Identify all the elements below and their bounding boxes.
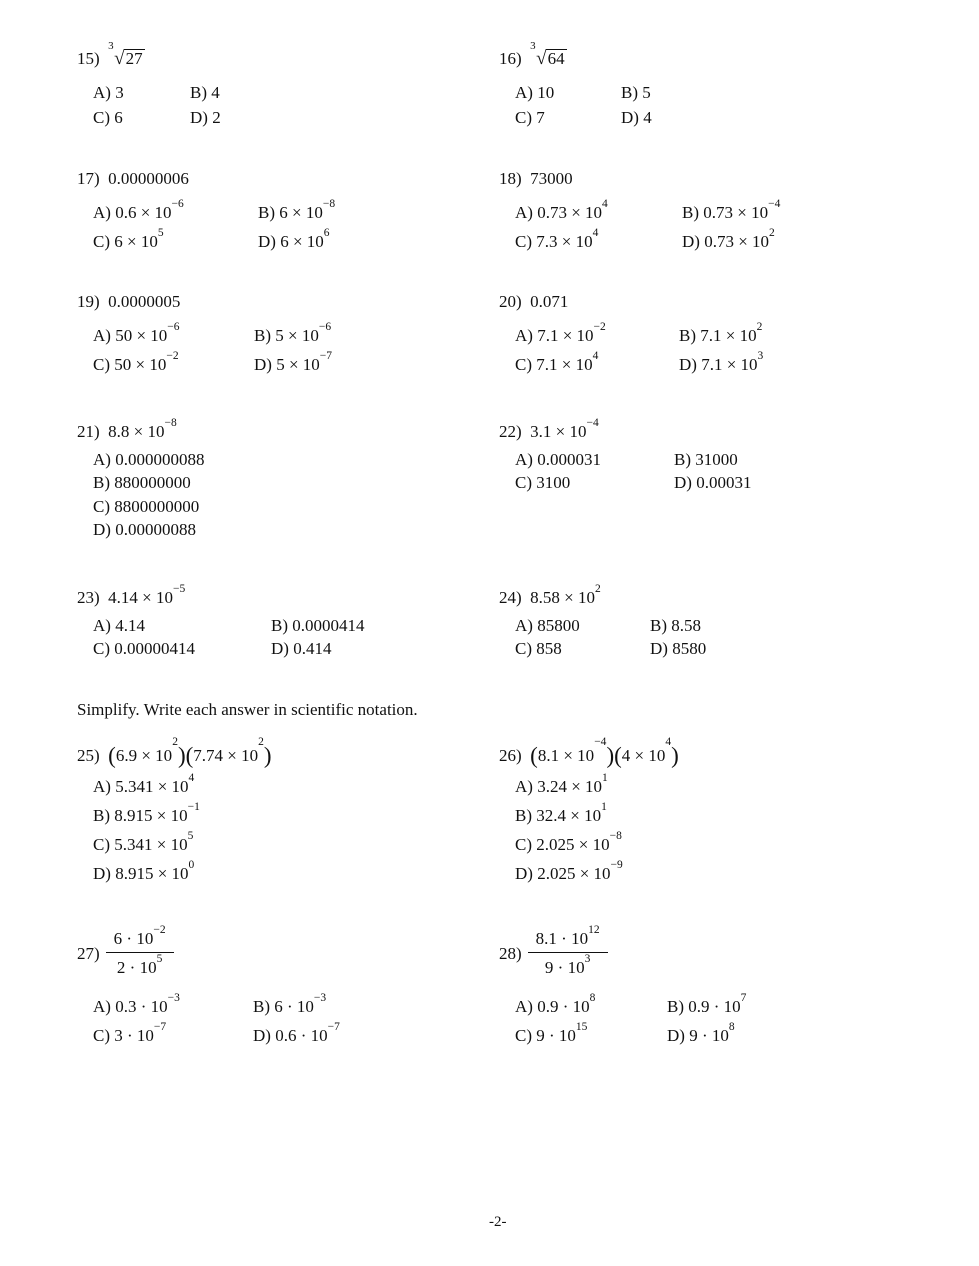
fraction — [106, 924, 174, 979]
choice-label: D) 5 × 10 — [254, 355, 320, 374]
problem-28 — [499, 924, 608, 979]
denominator-base: 2 · 10 — [116, 958, 157, 978]
choice-b[interactable]: B) 0.0000414 — [271, 616, 365, 635]
choice-a[interactable] — [515, 321, 606, 346]
choice-label: D) 6 × 10 — [258, 232, 324, 251]
exponent: 2 — [595, 583, 601, 595]
choice-a[interactable] — [515, 772, 608, 797]
choice-d[interactable] — [254, 350, 333, 375]
choice-label: D) 8.915 × 10 — [93, 864, 189, 883]
exponent: −4 — [594, 736, 607, 748]
close-paren: ) — [671, 743, 679, 768]
choice-label: B) 32.4 × 10 — [515, 806, 602, 825]
choice-label: B) 8.915 × 10 — [93, 806, 188, 825]
exponent: −7 — [319, 350, 333, 362]
choice-c[interactable] — [93, 350, 179, 375]
choice-c[interactable]: C) 3100 — [515, 473, 571, 492]
denominator-base: 9 · 10 — [544, 958, 585, 978]
exponent: −8 — [609, 830, 622, 842]
choice-a[interactable] — [93, 992, 180, 1017]
page-number: -2- — [489, 1214, 507, 1230]
choice-d[interactable]: D) 0.00000088 — [93, 520, 196, 539]
choice-c[interactable]: C) 8800000000 — [93, 497, 200, 516]
choice-c[interactable] — [515, 350, 599, 375]
problem-27 — [77, 924, 174, 979]
open-paren: ( — [108, 743, 116, 768]
choice-label: B) 6 · 10 — [253, 997, 314, 1016]
choice-a[interactable] — [93, 321, 180, 346]
exponent: 2 — [258, 736, 264, 748]
choice-label: C) 2.025 × 10 — [515, 835, 610, 854]
choice-c[interactable] — [93, 1021, 167, 1046]
close-paren: ) — [177, 743, 186, 768]
choice-label: A) 50 × 10 — [93, 326, 168, 345]
choice-label: A) 0.6 × 10 — [93, 203, 172, 222]
problem-value: 0.0000005 — [108, 292, 181, 311]
choice-label: D) 0.73 × 10 — [682, 232, 770, 251]
choice-a[interactable]: A) 85800 — [515, 616, 580, 635]
exponent: 5 — [157, 227, 164, 239]
exponent: 2 — [769, 227, 775, 239]
radical-symbol: √ — [536, 48, 547, 69]
choice-label: A) 0.73 × 10 — [515, 203, 603, 222]
cube-root — [530, 40, 566, 71]
problem-26 — [499, 736, 679, 769]
problem-number: 21) — [77, 422, 100, 441]
choice-c[interactable]: C) 858 — [515, 639, 562, 658]
exponent: 8 — [589, 992, 596, 1004]
choice-c[interactable]: C) 7 — [515, 108, 545, 127]
choice-c[interactable] — [93, 830, 194, 855]
choice-a[interactable] — [515, 992, 596, 1017]
problem-20 — [499, 291, 568, 312]
choice-c[interactable] — [93, 227, 164, 252]
problem-value: 0.071 — [530, 292, 569, 311]
choice-label: B) 6 × 10 — [258, 203, 323, 222]
denominator — [109, 953, 170, 978]
choice-c[interactable] — [515, 1021, 588, 1046]
close-paren: ) — [606, 743, 615, 768]
choice-d[interactable]: D) 0.414 — [271, 639, 332, 658]
choice-b[interactable] — [667, 992, 747, 1017]
choice-c[interactable] — [515, 830, 622, 855]
exponent: 8 — [728, 1021, 735, 1033]
choice-a[interactable]: A) 10 — [515, 83, 555, 102]
open-paren: ( — [614, 743, 622, 768]
denominator — [537, 953, 598, 978]
problem-number: 17) — [77, 169, 100, 188]
factor-1: 8.1 × 10 — [537, 746, 595, 765]
exponent: 12 — [588, 924, 600, 936]
exponent: −5 — [173, 583, 186, 595]
choice-d[interactable]: D) 4 — [621, 108, 652, 127]
factor-2: 4 × 10 — [621, 746, 666, 765]
problem-base: 3.1 × 10 — [530, 422, 587, 441]
exponent: −6 — [318, 321, 332, 333]
exponent: 2 — [172, 736, 178, 748]
choice-label: A) 5.341 × 10 — [93, 777, 189, 796]
radicand: 27 — [125, 49, 143, 68]
exponent: 2 — [756, 321, 763, 333]
problem-number: 15) — [77, 49, 100, 68]
problem-24 — [499, 583, 601, 608]
numerator — [528, 924, 608, 953]
exponent: −3 — [167, 992, 180, 1004]
exponent: −4 — [768, 198, 781, 210]
choice-d[interactable] — [258, 227, 330, 252]
exponent: 4 — [665, 736, 672, 748]
exponent: −4 — [586, 417, 599, 429]
numerator-base: 8.1 · 10 — [535, 929, 589, 948]
choice-label: D) 9 · 10 — [667, 1026, 729, 1045]
choice-label: C) 7.1 × 10 — [515, 355, 593, 374]
exponent: 4 — [592, 227, 599, 239]
exponent: −1 — [187, 801, 200, 813]
choice-label: A) 7.1 × 10 — [515, 326, 594, 345]
radicand: 64 — [547, 49, 565, 68]
exponent: −7 — [153, 1021, 167, 1033]
choice-d[interactable]: D) 2 — [190, 108, 221, 127]
choice-b[interactable] — [258, 198, 336, 223]
exponent: 1 — [601, 801, 607, 813]
choice-a[interactable] — [93, 198, 184, 223]
choice-a[interactable]: A) 3 — [93, 83, 124, 102]
cube-root — [108, 40, 144, 71]
choice-b[interactable] — [682, 198, 781, 223]
problem-number: 22) — [499, 422, 522, 441]
problem-number: 18) — [499, 169, 522, 188]
choice-b[interactable] — [254, 321, 332, 346]
problem-number: 24) — [499, 588, 522, 607]
numerator — [106, 924, 174, 953]
choice-d[interactable] — [682, 227, 775, 252]
choice-b[interactable] — [253, 992, 327, 1017]
choice-a[interactable] — [93, 772, 195, 797]
root-index: 3 — [530, 40, 536, 52]
problem-number: 25) — [77, 746, 100, 765]
choice-d[interactable] — [679, 350, 764, 375]
choice-d[interactable] — [667, 1021, 735, 1046]
open-paren: ( — [530, 743, 538, 768]
problem-25 — [77, 736, 272, 769]
exponent: 7 — [740, 992, 747, 1004]
exponent: 5 — [187, 830, 194, 842]
choice-d[interactable] — [515, 859, 623, 884]
choice-c[interactable]: C) 0.00000414 — [93, 639, 195, 658]
choice-d[interactable] — [93, 859, 195, 884]
problem-number: 20) — [499, 292, 522, 311]
choice-label: A) 0.9 · 10 — [515, 997, 590, 1016]
choice-label: B) 0.73 × 10 — [682, 203, 769, 222]
choice-label: D) 7.1 × 10 — [679, 355, 758, 374]
numerator-base: 6 · 10 — [113, 929, 154, 948]
factor-1: 6.9 × 10 — [115, 746, 173, 765]
factor-2: 7.74 × 10 — [193, 746, 259, 765]
exponent: 6 — [323, 227, 330, 239]
problem-value: 0.00000006 — [108, 169, 189, 188]
choice-d[interactable]: D) 8580 — [650, 639, 707, 658]
problem-16 — [499, 40, 567, 71]
problem-15 — [77, 40, 145, 71]
fraction — [528, 924, 608, 979]
exponent: −8 — [164, 417, 177, 429]
problem-number: 28) — [499, 943, 522, 963]
choice-label: B) 7.1 × 10 — [679, 326, 757, 345]
problem-base: 8.58 × 10 — [530, 588, 596, 607]
problem-base: 4.14 × 10 — [108, 588, 174, 607]
problem-19 — [77, 291, 180, 312]
exponent: −3 — [313, 992, 327, 1004]
exponent: 3 — [584, 953, 591, 966]
exponent: −7 — [327, 1021, 340, 1033]
choice-c[interactable] — [515, 227, 599, 252]
problem-base: 8.8 × 10 — [108, 422, 165, 441]
problem-22 — [499, 417, 599, 442]
choice-c[interactable]: C) 6 — [93, 108, 123, 127]
exponent: 4 — [188, 772, 195, 784]
choice-label: B) 0.9 · 10 — [667, 997, 741, 1016]
choice-b[interactable]: B) 880000000 — [93, 473, 191, 492]
problem-23 — [77, 583, 186, 608]
problem-value: 73000 — [530, 169, 573, 188]
exponent: 4 — [592, 350, 599, 362]
choice-label: A) 3.24 × 10 — [515, 777, 603, 796]
exponent: 5 — [156, 953, 163, 966]
problem-number: 27) — [77, 943, 100, 963]
root-index: 3 — [108, 40, 114, 52]
choice-a[interactable]: A) 0.000031 — [515, 450, 601, 469]
problem-number: 26) — [499, 746, 522, 765]
problem-18 — [499, 168, 573, 189]
choice-label: D) 0.6 · 10 — [253, 1026, 328, 1045]
problem-number: 19) — [77, 292, 100, 311]
choice-b[interactable]: B) 8.58 — [650, 616, 701, 635]
problem-21 — [77, 417, 177, 442]
choice-a[interactable]: A) 0.000000088 — [93, 450, 205, 469]
choice-label: C) 6 × 10 — [93, 232, 158, 251]
choice-label: B) 5 × 10 — [254, 326, 319, 345]
choice-d[interactable] — [253, 1021, 340, 1046]
choice-label: C) 9 · 10 — [515, 1026, 576, 1045]
exponent: −9 — [610, 859, 623, 871]
choice-a[interactable]: A) 4.14 — [93, 616, 145, 635]
exponent: −2 — [153, 924, 166, 936]
choice-b[interactable] — [679, 321, 763, 346]
choice-b[interactable]: B) 4 — [190, 83, 220, 102]
exponent: −6 — [171, 198, 184, 210]
close-paren: ) — [263, 743, 272, 768]
exponent: 0 — [188, 859, 195, 871]
problem-number: 23) — [77, 588, 100, 607]
exponent: −2 — [166, 350, 179, 362]
choice-d[interactable]: D) 0.00031 — [674, 473, 752, 492]
exponent: 15 — [575, 1021, 588, 1033]
problem-17 — [77, 168, 189, 189]
exponent: 1 — [602, 772, 608, 784]
exponent: −8 — [322, 198, 336, 210]
choice-label: C) 3 · 10 — [93, 1026, 154, 1045]
exponent: 3 — [757, 350, 764, 362]
choice-b[interactable]: B) 31000 — [674, 450, 738, 469]
exponent: −2 — [593, 321, 606, 333]
choice-a[interactable] — [515, 198, 608, 223]
choice-label: D) 2.025 × 10 — [515, 864, 611, 883]
exponent: −6 — [167, 321, 180, 333]
problem-number: 16) — [499, 49, 522, 68]
choice-label: C) 50 × 10 — [93, 355, 167, 374]
choice-label: C) 7.3 × 10 — [515, 232, 593, 251]
radical-symbol: √ — [114, 48, 125, 69]
choice-b[interactable] — [93, 801, 200, 826]
exponent: 4 — [602, 198, 608, 210]
choice-b[interactable]: B) 5 — [621, 83, 651, 102]
choice-b[interactable] — [515, 801, 607, 826]
choice-label: A) 0.3 · 10 — [93, 997, 168, 1016]
open-paren: ( — [185, 743, 194, 768]
section-instructions: Simplify. Write each answer in scientific notation. — [77, 700, 418, 719]
choice-label: C) 5.341 × 10 — [93, 835, 188, 854]
